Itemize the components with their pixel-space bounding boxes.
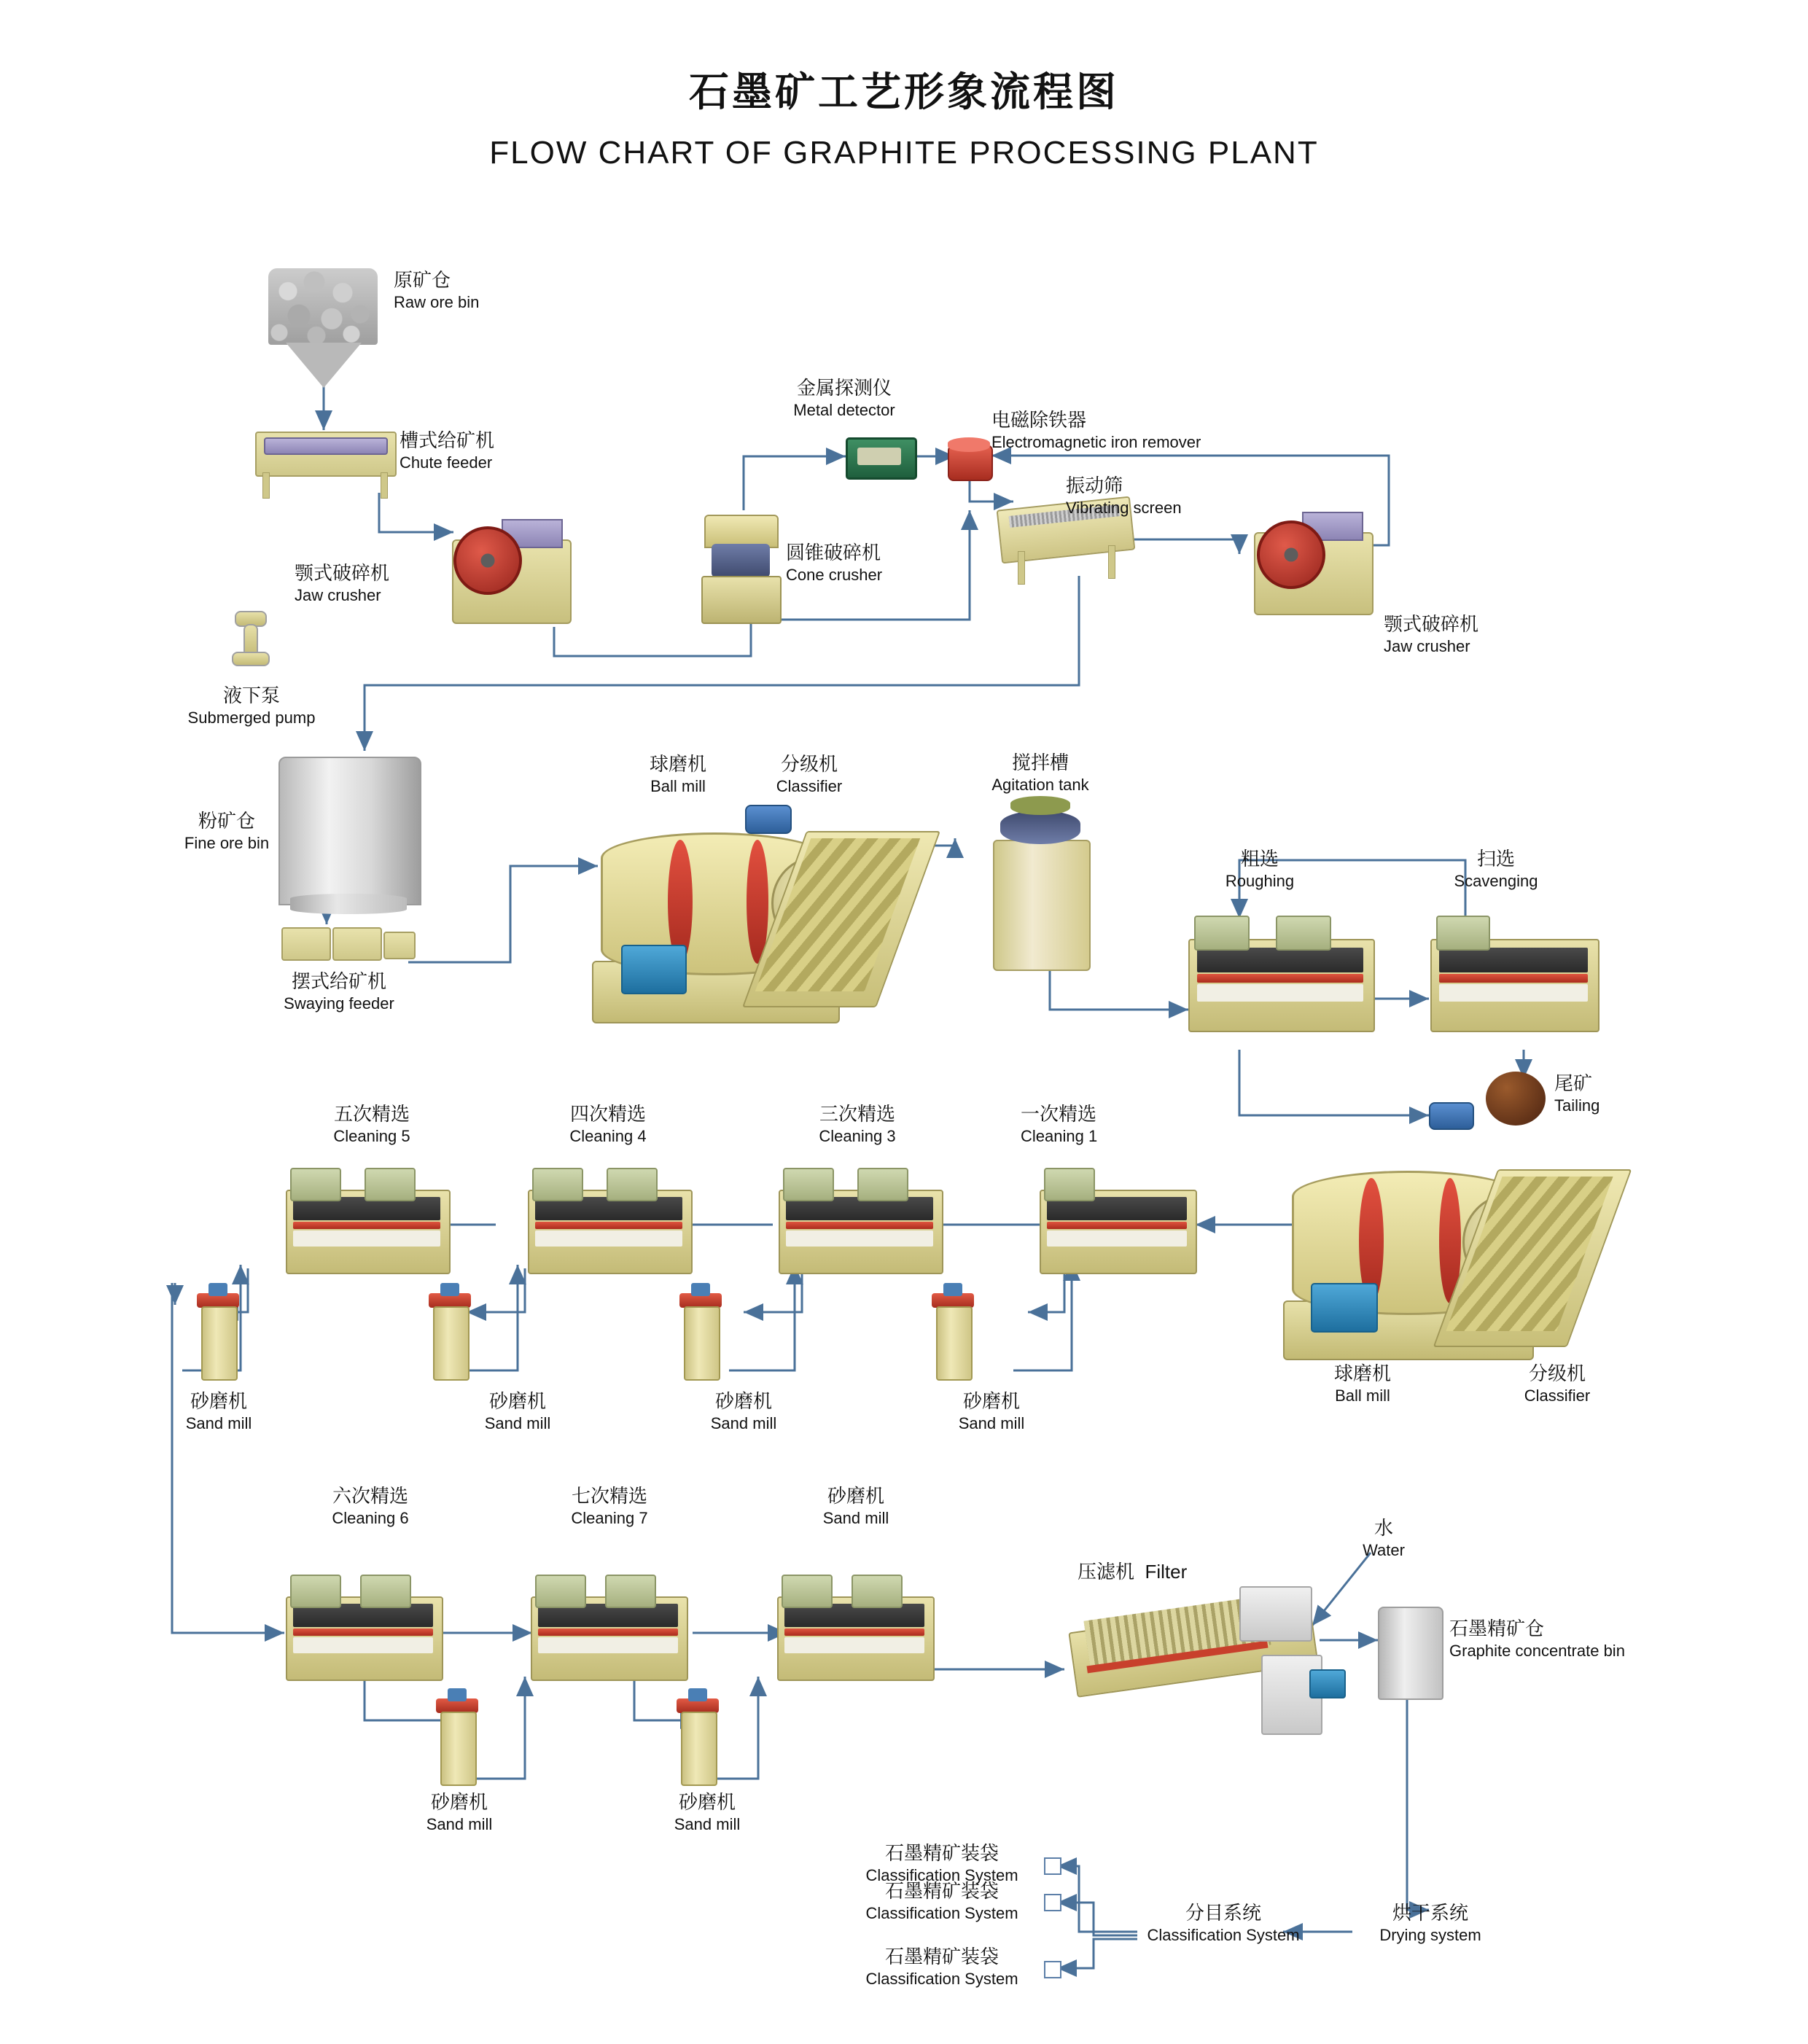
cleaning-3-motor-icon (532, 1168, 583, 1201)
sand-mill-5-cap-icon (448, 1688, 467, 1701)
cleaning-2-panel-icon (786, 1230, 933, 1247)
fine-ore-bin-bottom-icon (290, 894, 407, 914)
cone-crusher-middle-icon (712, 544, 770, 577)
electromagnetic-remover-top-icon (948, 437, 990, 452)
filter-press-motor-icon (1309, 1669, 1346, 1698)
agitation-tank-cap-icon (1010, 796, 1070, 815)
vibrating-screen-leg-icon (1018, 551, 1025, 585)
agitation-tank-body-icon (993, 840, 1091, 971)
label-chute-feeder: 槽式给矿机 Chute feeder (400, 429, 495, 472)
sand-mill-3-cap-icon (691, 1283, 710, 1296)
raw-ore-pile-icon (268, 268, 378, 345)
swaying-feeder-unit-icon (332, 927, 382, 961)
cleaning-3-motor-icon (607, 1168, 658, 1201)
label-roughing: 粗选 Roughing (1225, 848, 1295, 890)
scavenging-cell-panel-icon (1439, 984, 1588, 1002)
label-swaying-feeder: 摆式给矿机 Swaying feeder (284, 970, 394, 1013)
cleaning-4-motor-icon (365, 1168, 416, 1201)
label-cleaning-7: 砂磨机 Sand mill (822, 1485, 889, 1527)
cleaning-6-stripe-icon (538, 1628, 678, 1636)
fine-ore-bin-icon (278, 757, 421, 905)
cleaning-5-motor-icon (290, 1575, 341, 1608)
roughing-cell-panel-icon (1197, 984, 1363, 1002)
cleaning-1-stripe-icon (1047, 1222, 1187, 1229)
cleaning-4-panel-icon (293, 1230, 440, 1247)
cleaning-6-motor-icon (535, 1575, 586, 1608)
label-tailing: 尾矿 Tailing (1554, 1072, 1600, 1115)
scavenging-cell-motor-icon (1436, 916, 1490, 951)
ball-mill-2-motor-icon (1311, 1283, 1378, 1333)
page-title-en: FLOW CHART OF GRAPHITE PROCESSING PLANT (489, 135, 1319, 171)
label-sand-mill-3: 砂磨机 Sand mill (710, 1390, 777, 1432)
label-cleaning-5: 六次精选 Cleaning 6 (332, 1485, 409, 1527)
tailing-icon (1486, 1072, 1546, 1126)
cone-crusher-base-icon (701, 576, 782, 624)
cleaning-2-stripe-icon (786, 1222, 933, 1229)
sand-mill-4-body-icon (936, 1306, 973, 1381)
raw-ore-funnel-icon (286, 343, 362, 388)
cleaning-7-motor-icon (852, 1575, 903, 1608)
jaw-crusher-2-flywheel-icon (1257, 520, 1325, 589)
label-electromagnetic-remover: 电磁除铁器 Electromagnetic iron remover (991, 409, 1201, 451)
cleaning-7-stripe-icon (784, 1628, 924, 1636)
submerged-pump-base-icon (232, 652, 270, 666)
vibrating-screen-leg-icon (1108, 545, 1115, 579)
label-ball-mill-1: 球磨机 Ball mill (649, 753, 706, 795)
swaying-feeder-unit-icon (281, 927, 331, 961)
label-graphite-concentrate-bin: 石墨精矿仓 Graphite concentrate bin (1449, 1618, 1625, 1660)
cleaning-1-panel-icon (1047, 1230, 1187, 1247)
cleaning-2-motor-icon (783, 1168, 834, 1201)
chute-feeder-deck-icon (264, 437, 388, 455)
roughing-cell-trough-icon (1197, 948, 1363, 972)
cleaning-7-panel-icon (784, 1637, 924, 1653)
cleaning-4-stripe-icon (293, 1222, 440, 1229)
sand-mill-1-body-icon (201, 1306, 238, 1381)
label-bagging-2: 石墨精矿装袋 Classification System (865, 1880, 1018, 1922)
label-raw-ore-bin: 原矿仓 Raw ore bin (394, 269, 480, 311)
filter-press-control-box-icon (1239, 1586, 1312, 1642)
scavenging-cell-stripe-icon (1439, 974, 1588, 983)
label-sand-mill-6: 砂磨机 Sand mill (674, 1791, 741, 1833)
label-fine-ore-bin: 粉矿仓 Fine ore bin (184, 810, 270, 852)
sand-mill-1-cap-icon (209, 1283, 227, 1296)
ball-mill-1-motor-icon (621, 945, 687, 994)
label-classifier-1: 分级机 Classifier (776, 753, 843, 795)
sand-mill-3-body-icon (684, 1306, 720, 1381)
label-classifier-2: 分级机 Classifier (1524, 1362, 1591, 1405)
cleaning-3-stripe-icon (535, 1222, 682, 1229)
label-scavenging: 扫选 Scavenging (1454, 848, 1538, 890)
jaw-crusher-1-flywheel-icon (453, 526, 522, 595)
cleaning-3-panel-icon (535, 1230, 682, 1247)
label-metal-detector: 金属探测仪 Metal detector (793, 377, 895, 419)
sand-mill-4-cap-icon (943, 1283, 962, 1296)
cleaning-6-motor-icon (605, 1575, 656, 1608)
classifier-1-motor-icon (745, 805, 792, 834)
cleaning-6-panel-icon (538, 1637, 678, 1653)
label-bagging-1: 石墨精矿装袋 Classification System (865, 1842, 1018, 1884)
label-cleaning-6: 七次精选 Cleaning 7 (571, 1485, 648, 1527)
label-drying-system: 烘干系统 Drying system (1379, 1902, 1481, 1944)
label-sand-mill-5: 砂磨机 Sand mill (426, 1791, 493, 1833)
bagging-1-node-icon (1044, 1857, 1061, 1875)
label-submerged-pump: 液下泵 Submerged pump (187, 684, 316, 727)
sand-mill-2-body-icon (433, 1306, 469, 1381)
roughing-cell-stripe-icon (1197, 974, 1363, 983)
label-filter: 压滤机 Filter (1078, 1561, 1188, 1583)
label-jaw-crusher-2: 颚式破碎机 Jaw crusher (1384, 613, 1479, 655)
cleaning-5-stripe-icon (293, 1628, 433, 1636)
cleaning-2-motor-icon (857, 1168, 908, 1201)
sand-mill-2-cap-icon (440, 1283, 459, 1296)
graphite-concentrate-bin-icon (1378, 1607, 1443, 1700)
label-ball-mill-2: 球磨机 Ball mill (1333, 1362, 1391, 1405)
label-classification-system: 分目系统 Classification System (1147, 1902, 1300, 1944)
label-sand-mill-1: 砂磨机 Sand mill (185, 1390, 252, 1432)
bagging-2-node-icon (1044, 1894, 1061, 1911)
label-agitation-tank: 搅拌槽 Agitation tank (991, 752, 1089, 794)
sand-mill-6-cap-icon (688, 1688, 707, 1701)
chute-feeder-leg-icon (262, 472, 270, 499)
label-sand-mill-2: 砂磨机 Sand mill (484, 1390, 551, 1432)
label-cleaning-2: 三次精选 Cleaning 3 (819, 1103, 896, 1145)
cleaning-5-panel-icon (293, 1637, 433, 1653)
page-title-cn: 石墨矿工艺形象流程图 (688, 69, 1119, 114)
cleaning-4-motor-icon (290, 1168, 341, 1201)
scavenging-cell-trough-icon (1439, 948, 1588, 972)
cleaning-7-motor-icon (782, 1575, 833, 1608)
swaying-feeder-unit-icon (383, 932, 416, 959)
sand-mill-5-body-icon (440, 1712, 477, 1786)
agitation-tank-drive-icon (1000, 811, 1080, 844)
label-cleaning-3: 四次精选 Cleaning 4 (569, 1103, 647, 1145)
metal-detector-screen-icon (857, 448, 901, 465)
label-sand-mill-4: 砂磨机 Sand mill (958, 1390, 1025, 1432)
label-cone-crusher: 圆锥破碎机 Cone crusher (786, 542, 883, 584)
label-water: 水 Water (1363, 1517, 1405, 1559)
cleaning-1-motor-icon (1044, 1168, 1095, 1201)
cleaning-5-motor-icon (360, 1575, 411, 1608)
label-jaw-crusher-1: 颚式破碎机 Jaw crusher (295, 562, 390, 604)
label-vibrating-screen: 振动筛 Vibrating screen (1066, 475, 1182, 517)
label-cleaning-4: 五次精选 Cleaning 5 (333, 1103, 410, 1145)
bagging-3-node-icon (1044, 1961, 1061, 1978)
chute-feeder-leg-icon (381, 472, 388, 499)
label-bagging-3: 石墨精矿装袋 Classification System (865, 1946, 1018, 1988)
sand-mill-6-body-icon (681, 1712, 717, 1786)
classifier-2-motor-icon (1429, 1102, 1474, 1130)
roughing-cell-motor-icon (1276, 916, 1331, 951)
label-cleaning-1: 一次精选 Cleaning 1 (1021, 1103, 1098, 1145)
roughing-cell-motor-icon (1194, 916, 1250, 951)
